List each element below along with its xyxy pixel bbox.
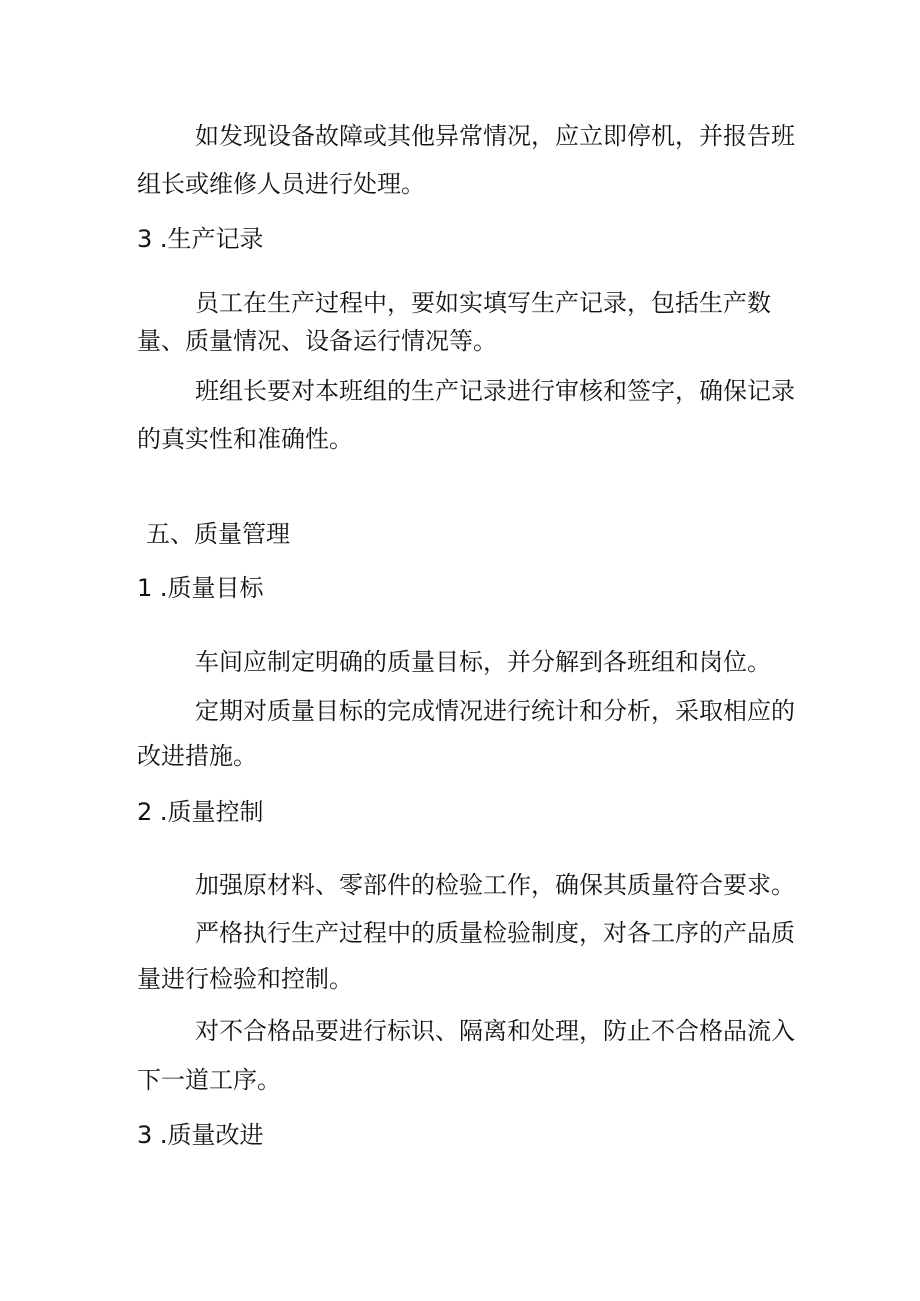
paragraph-line: 车间应制定明确的质量目标，并分解到各班组和岗位。 [195,648,771,676]
paragraph-line: 改进措施。 [137,742,257,770]
section-heading: 五、质量管理 [146,520,290,548]
paragraph-line: 对不合格品要进行标识、隔离和处理，防止不合格品流入 [195,1017,795,1045]
subsection-heading: 2 .质量控制 [137,798,264,826]
paragraph-line: 量进行检验和控制。 [137,965,353,993]
subsection-heading: 3 .质量改进 [137,1121,264,1149]
subsection-heading: 3 .生产记录 [137,225,264,253]
paragraph-line: 严格执行生产过程中的质量检验制度，对各工序的产品质 [195,919,795,947]
paragraph-line: 班组长要对本班组的生产记录进行审核和签字，确保记录 [195,377,795,405]
paragraph-line: 加强原材料、零部件的检验工作，确保其质量符合要求。 [195,871,795,899]
paragraph-line: 量、质量情况、设备运行情况等。 [137,327,497,355]
paragraph-line: 的真实性和准确性。 [137,425,353,453]
subsection-heading: 1 .质量目标 [137,574,264,602]
paragraph-line: 定期对质量目标的完成情况进行统计和分析，采取相应的 [195,697,795,725]
paragraph-line: 员工在生产过程中，要如实填写生产记录，包括生产数 [195,289,771,317]
paragraph-line: 组长或维修人员进行处理。 [137,170,425,198]
paragraph-line: 下一道工序。 [137,1066,281,1094]
paragraph-line: 如发现设备故障或其他异常情况，应立即停机，并报告班 [195,122,795,150]
